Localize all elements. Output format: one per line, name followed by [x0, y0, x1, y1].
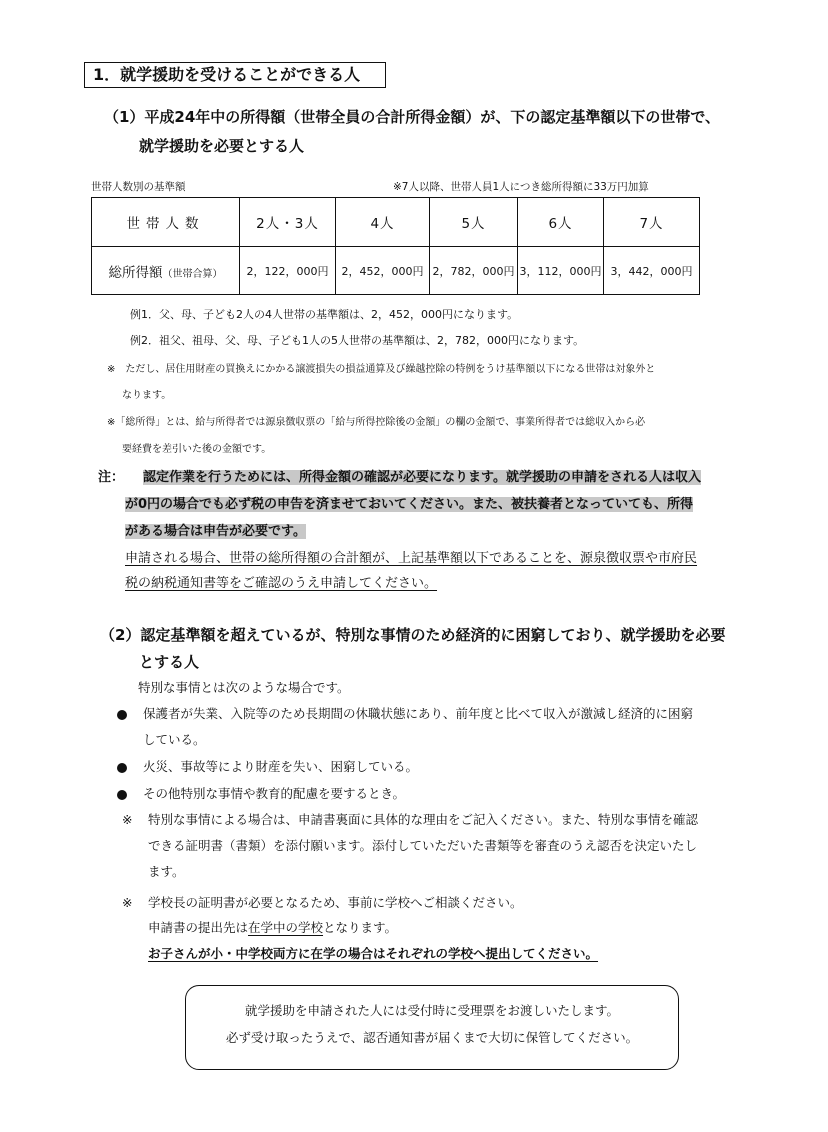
bullet-dot-icon — [117, 763, 127, 773]
note-total-income-line1: ※「総所得」とは、給与所得者では源泉徴収票の「給与所得控除後の金額」の欄の金額で、事業所得者では総収入から必 — [107, 417, 646, 428]
caution-line4: 申請される場合、世帯の総所得額の合計額が、上記基準額以下であることを、源泉徴収票や市府民 — [125, 551, 698, 566]
household-size-label: 世帯人数 — [92, 198, 240, 247]
receipt-notice-line2: 必ず受け取ったうえで、認否通知書が届くまで大切に保管してください。 — [225, 1030, 639, 1045]
note1-line1: 特別な事情による場合は、申請書裏面に具体的な理由をご記入ください。また、特別な事情を確認 — [148, 812, 699, 827]
table-cell-value: 2，782，000円 — [430, 247, 518, 295]
caution-line3-text: がある場合は申告が必要です。 — [125, 524, 306, 539]
table-col-header: 2人・3人 — [240, 198, 336, 247]
special-circumstances-intro: 特別な事情とは次のような場合です。 — [138, 680, 350, 695]
example-1: 例1．父、母、子ども2人の4人世帯の基準額は、2，452，000円になります。 — [130, 308, 519, 321]
subsection2-title-line1: （2）認定基準額を超えているが、特別な事情のため経済的に困窮しており、就学援助を必要 — [100, 626, 726, 644]
table-cell-value: 2，452，000円 — [336, 247, 430, 295]
subsection1-title-line2: 就学援助を必要とする人 — [139, 137, 305, 155]
note2-line1: 学校長の証明書が必要となるため、事前に学校へご相談ください。 — [148, 895, 523, 910]
bullet-dot-icon — [117, 710, 127, 720]
caution-line5: 税の納税通知書等をご確認のうえ申請してください。 — [125, 576, 438, 591]
note2-asterisk: ※ — [122, 895, 133, 910]
example-2: 例2．祖父、祖母、父、母、子ども1人の5人世帯の基準額は、2，782，000円になります。 — [130, 334, 585, 347]
caution-line1 — [143, 467, 701, 489]
note2-line3: お子さんが小・中学校両方に在学の場合はそれぞれの学校へ提出してください。 — [148, 946, 599, 961]
table-col-header: 7人 — [604, 198, 700, 247]
bullet-3: その他特別な事情や教育的配慮を要するとき。 — [143, 786, 406, 801]
bullet-1-line1: 保護者が失業、入院等のため長期間の休職状態にあり、前年度と比べて収入が激減し経済的に困窮 — [143, 706, 694, 721]
caution-line2-text: が0円の場合でも必ず税の申告を済ませておいてください。また、被扶養者となっていても、所得 — [125, 497, 694, 512]
table-cell-value: 3，112，000円 — [518, 247, 604, 295]
table-value-row — [92, 247, 700, 295]
section-heading-box — [84, 62, 386, 88]
table-cell-value: 3，442，000円 — [604, 247, 700, 295]
note2-line2-a: 申請書の提出先は — [148, 920, 249, 935]
caution-prefix: 注： — [98, 470, 125, 485]
note-total-income-line2: 要経費を差引いた後の金額です。 — [122, 444, 272, 455]
section-heading: 1．就学援助を受けることができる人 — [93, 65, 361, 84]
table-col-header: 5人 — [430, 198, 518, 247]
note1-line3: ます。 — [148, 864, 185, 879]
subsection1-title-line1: （1）平成24年中の所得額（世帯全員の合計所得金額）が、下の認定基準額以下の世帯で、 — [104, 108, 721, 126]
table-col-header: 4人 — [336, 198, 430, 247]
table-cell-value: 2，122，000円 — [240, 247, 336, 295]
receipt-notice-box — [185, 985, 679, 1070]
note1-asterisk: ※ — [122, 812, 133, 827]
note2-line2 — [148, 918, 397, 938]
table-caption-right: ※7人以降、世帯人員1人につき総所得額に33万円加算 — [393, 181, 649, 193]
caution-line1-text: 認定作業を行うためには、所得金額の確認が必要になります。就学援助の申請をされる人は収入 — [143, 470, 701, 485]
note-exception-line2: なります。 — [122, 390, 172, 401]
caution-line3 — [125, 521, 306, 543]
caution-line2 — [125, 494, 693, 516]
note2-line2-school: 在学中の学校 — [248, 920, 324, 935]
bullet-dot-icon — [117, 790, 127, 800]
total-income-label-text: 総所得額 — [108, 264, 163, 281]
note-exception-line1: ※ ただし、居住用財産の買換えにかかる譲渡損失の損益通算及び繰越控除の特例をうけ基準額以下になる世帯は対象外と — [107, 364, 656, 375]
receipt-notice-line1: 就学援助を申請された人には受付時に受理票をお渡しいたします。 — [244, 1003, 619, 1018]
bullet-1-line2: している。 — [143, 732, 206, 747]
table-caption-left: 世帯人数別の基準額 — [91, 181, 186, 193]
table-header-row — [92, 198, 700, 247]
income-criteria-table — [91, 197, 700, 295]
bullet-2: 火災、事故等により財産を失い、困窮している。 — [143, 759, 419, 774]
total-income-label-unit: （世帯合算） — [162, 268, 223, 280]
note1-line2: できる証明書（書類）を添付願います。添付していただいた書類等を審査のうえ認否を決定いたし — [148, 838, 698, 853]
subsection2-title-line2: とする人 — [139, 653, 200, 671]
note2-line2-c: となります。 — [323, 920, 398, 935]
total-income-label — [92, 247, 240, 295]
table-col-header: 6人 — [518, 198, 604, 247]
